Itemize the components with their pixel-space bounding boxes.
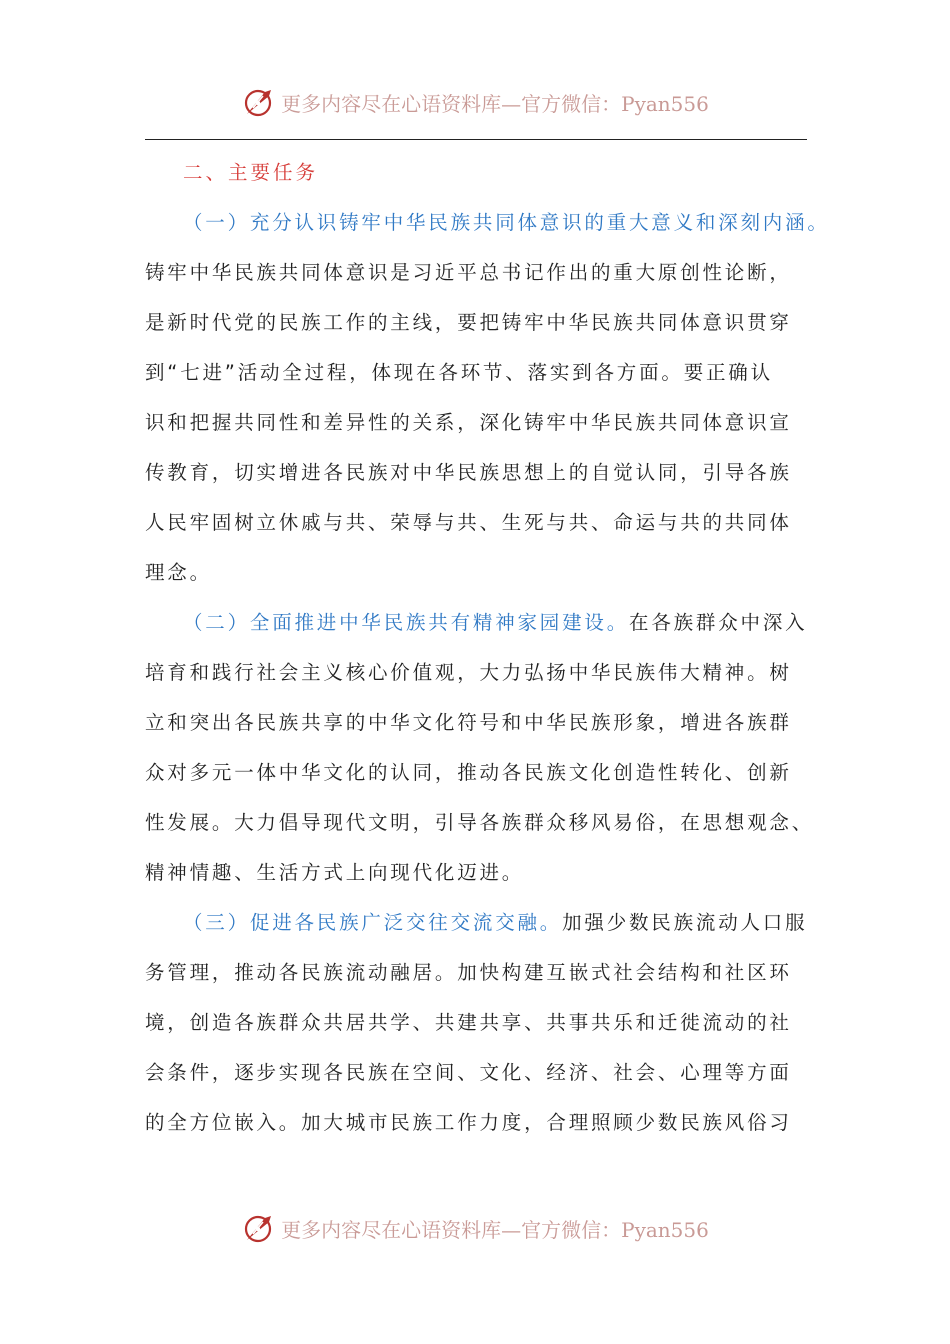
paragraph-2-line: 性发展。大力倡导现代文明，引导各族群众移风易俗，在思想观念、 [145, 811, 815, 834]
paragraph-2-line: 培育和践行社会主义核心价值观，大力弘扬中华民族伟大精神。树 [145, 661, 792, 684]
paragraph-2-line: 立和突出各民族共享的中华文化符号和中华民族形象，增进各族群 [145, 711, 792, 734]
header-banner-text: 更多内容尽在心语资料库—官方微信：Pyan556 [281, 91, 709, 116]
pen-nib-logo-icon [241, 84, 277, 120]
header-divider [145, 139, 807, 140]
paragraph-3-line: 务管理，推动各民族流动融居。加快构建互嵌式社会结构和社区环 [145, 961, 792, 984]
section-title: 二、主要任务 [183, 161, 319, 184]
paragraph-1-line: 到“七进”活动全过程，体现在各环节、落实到各方面。要正确认 [145, 361, 773, 384]
subheading-3: （三）促进各民族广泛交往交流交融。 [183, 911, 563, 934]
footer-banner [0, 1208, 950, 1248]
paragraph-3-line: 会条件，逐步实现各民族在空间、文化、经济、社会、心理等方面 [145, 1061, 792, 1084]
footer-banner-text: 更多内容尽在心语资料库—官方微信：Pyan556 [281, 1217, 709, 1242]
paragraph-3-line: 境，创造各族群众共居共学、共建共享、共事共乐和迁徙流动的社 [145, 1011, 792, 1034]
subheading-2: （二）全面推进中华民族共有精神家园建设。 [183, 611, 630, 634]
paragraph-2-line: 众对多元一体中华文化的认同，推动各民族文化创造性转化、创新 [145, 761, 792, 784]
paragraph-3-first-line [145, 898, 810, 948]
subheading-1: （一）充分认识铸牢中华民族共同体意识的重大意义和深刻内涵。 [183, 211, 830, 234]
paragraph-1-line: 人民牢固树立休戚与共、荣辱与共、生死与共、命运与共的共同体 [145, 511, 792, 534]
footer-banner-inner [241, 1210, 709, 1246]
header-banner-inner [241, 84, 709, 120]
paragraph-1-line: 识和把握共同性和差异性的关系，深化铸牢中华民族共同体意识宣 [145, 411, 792, 434]
document-body [145, 148, 830, 1148]
paragraph-1-line: 是新时代党的民族工作的主线，要把铸牢中华民族共同体意识贯穿 [145, 311, 792, 334]
header-banner [0, 82, 950, 122]
paragraph-3-lead-text: 加强少数民族流动人口服 [562, 911, 808, 934]
paragraph-1-line: 铸牢中华民族共同体意识是习近平总书记作出的重大原创性论断， [145, 261, 792, 284]
paragraph-2-line: 精神情趣、生活方式上向现代化迈进。 [145, 861, 525, 884]
paragraph-1-line: 理念。 [145, 561, 212, 584]
paragraph-2-lead-text: 在各族群众中深入 [629, 611, 808, 634]
pen-nib-logo-icon [241, 1210, 277, 1246]
paragraph-2-first-line [145, 598, 810, 648]
paragraph-1-line: 传教育，切实增进各民族对中华民族思想上的自觉认同，引导各族 [145, 461, 792, 484]
paragraph-3-line: 的全方位嵌入。加大城市民族工作力度，合理照顾少数民族风俗习 [145, 1111, 792, 1134]
